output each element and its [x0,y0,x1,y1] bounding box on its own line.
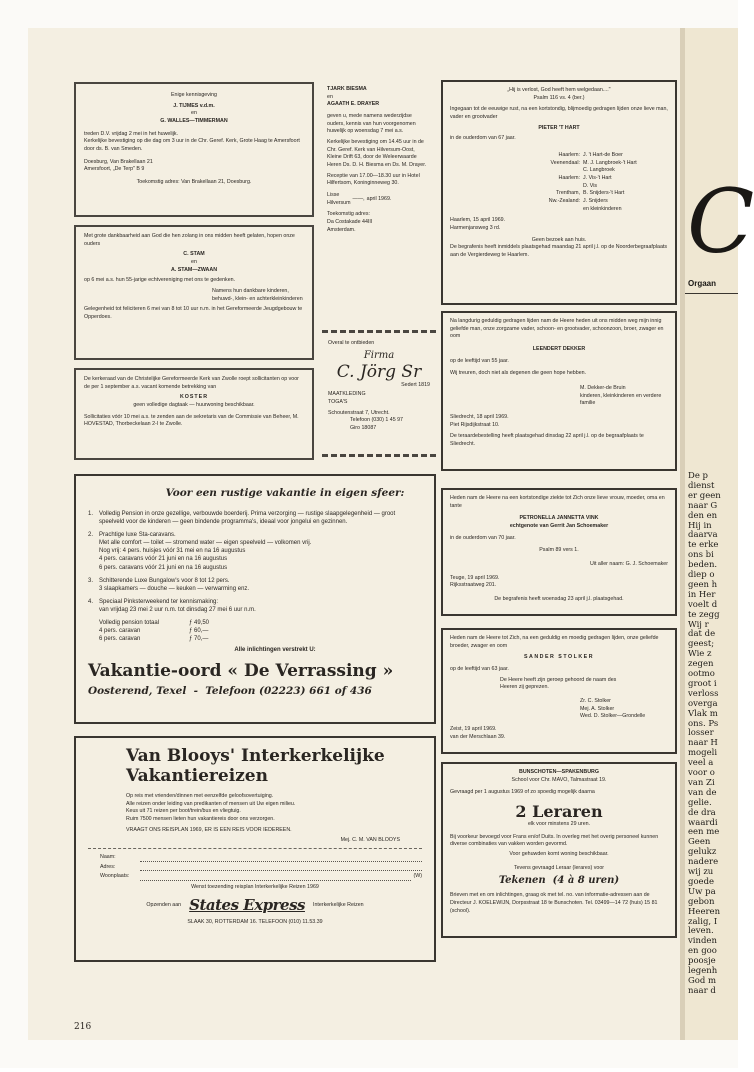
place-1: Lisse [327,192,340,199]
states-express-logo: States Express [189,895,305,914]
ad-title-2: Vakantiereizen [126,766,268,786]
form-blank-line[interactable] [140,864,422,871]
column-text-line: gebon [688,896,715,907]
column-text-line: van Zi [688,777,715,788]
relative-names: J. 't Hart-de Boer [583,152,623,159]
notice-heading: Enige kennisgeving [171,92,217,98]
column-text-line: vinden [688,936,717,947]
place-2: Hilversum [327,199,351,206]
price-label: Volledig pension totaal [99,620,160,627]
column-text-line: wij zu [688,867,714,877]
place-date: Haarlem, 15 april 1969. [450,217,506,224]
price-value: ƒ 70,— [189,636,209,643]
form-row [100,873,422,881]
form-label: Adres: [100,863,116,870]
future-label: Toekomstig adres: [327,211,370,218]
column-text-line: gelukz [688,847,717,858]
feature-text: Schitterende Luxe Bungalow's voor 8 tot 12 pers. 3 slaapkamers — douche — keuken — verwarming enz. [99,577,250,592]
relative-row [520,190,668,198]
address-line-2: Amersfoort, „De Terp" B 9 [84,166,145,173]
psalm-reference: Psalm 89 vers 1. [539,547,579,554]
page-number: 216 [74,1022,92,1032]
feature-item [88,598,422,614]
column-text-line: legenh [688,966,718,976]
right-column-text [685,472,738,1072]
notice-intro: Ingegaan tot de eeuwige rust, na een kortstondig, blijmoedig gedragen lijden onze lieve man, vader en grootvader [450,106,668,121]
death-notice-t-hart [441,80,677,305]
deceased-age: op de leeftijd van 63 jaar. [450,666,509,673]
firma-jorg-ad [322,330,436,458]
address: Piet Rijsdijkstraat 10. [450,421,500,428]
column-text-line: zegen [688,659,714,670]
signatory: Uit aller naam: G. J. Schoemaker [589,561,668,568]
column-text-line: Wie z [688,649,712,660]
price-row [99,619,422,627]
feature-item [88,531,422,571]
product-line-1: MAATKLEDING [328,391,366,398]
drawing-teacher: Tekenen (4 à 8 uren) [498,875,620,887]
headline-letter: C [687,170,754,273]
giro: Giro 18087 [350,425,377,432]
column-text-line: nadere [688,857,719,868]
deceased-age: in de ouderdom van 70 jaar. [450,534,516,541]
relative-place: Trentham, [556,190,580,197]
deceased-age: in de ouderdom van 67 jaar. [450,135,516,142]
address: Schoutenstraat 7, Utrecht. [328,409,390,416]
relative-row [520,206,668,214]
notice-body-3: Receptie van 17.00—18.30 uur in Hotel Hilfertsom, Koninginneweg 30. [327,172,420,187]
death-notice-stolker [441,628,677,754]
column-text-line: te zegg [688,609,720,620]
column-text-line: voor o [688,768,715,778]
relative-row [520,198,668,206]
form-w-label: (W) [413,873,422,880]
column-text-line: goede [688,876,715,887]
address-line-1: Doesburg, Van Brakellaan 21 [84,158,153,165]
conjunction: en [191,259,197,266]
death-notice-dekker [441,311,677,471]
spouse-line: echtgenote van Gerrit Jan Schoemaker [509,523,609,530]
notice-date: april 1969. [366,195,392,202]
column-text-line: verloss [688,688,719,699]
firma-label: Firma [363,349,395,361]
column-text-line: ons bi [688,550,714,561]
relative-row [520,152,668,160]
conjunction: en [327,93,333,100]
on-behalf: Namens hun dankbare kinderen, behuwd-, klein- en achterkleinkinderen [212,288,303,302]
housing-note: Voor gehuwden komt woning beschikbaar. [509,851,609,858]
price-value: ƒ 60,— [189,628,209,635]
column-text-line: van de [688,787,717,798]
column-text-line: God m [688,975,717,986]
form-row [100,854,422,862]
column-text-line: Vlak m [688,708,718,719]
column-text-line: dienst [688,480,715,491]
vacancy-title: KOSTER [179,394,209,401]
relative-names: D. Vis [583,182,598,189]
column-text-line: losser [688,728,714,739]
column-text-line: zalig, I [688,916,718,927]
brand-name: C. Jörg Sr [336,361,422,382]
column-text-line: geest; [688,639,715,650]
form-label: Woonplaats: [100,873,130,880]
form-label: Naam: [100,854,116,861]
column-text-line: Uw pa [688,886,716,897]
groom-name: TJARK BIESMA [327,86,367,92]
deceased-name: PETRONELLA JANNETTA VINK [519,515,599,522]
notice-intro: Met grote dankbaarheid aan God die hen zolang in ons midden heeft gelaten, hopen onze ouders [84,233,295,247]
column-text-line: dat de [688,629,716,640]
column-text-line: er geen [688,490,721,501]
column-text-line: voelt d [688,599,718,610]
letters-info: Brieven met en om inlichtingen, graag ok met tel. no. van informatie-adressen aan de Directeur J. KOELEWIJN, Dorpsstraat 18 te Bunschoten. Tel. 03499—14 72 (huis) 15 81 (school). [450,892,658,914]
price-row [99,635,422,643]
column-text-line: den en [688,510,718,521]
signatory-3: Wed. D. Stolker—Grondelle [580,713,646,720]
send-to-label: Opzenden aan [146,901,182,908]
address: van der Merschlaan 39. [450,733,506,740]
qualification-text: Bij voorkeur bevoegd voor Frans en/of Duits. In overleg met het overig personeel kunnen diverse combinaties van vakken worden gevormd. [450,833,659,848]
van-blooys-ad [74,736,436,962]
order-form [100,854,422,881]
vacancy-koster [74,368,314,460]
column-text-line: poosje [688,956,716,967]
column-text-line: Heeren [688,906,721,917]
column-text-line: geen h [688,579,718,590]
resort-name: Vakantie-oord « De Verrassing » [88,661,394,682]
vakantie-oord-ad [74,474,436,724]
ask-line: VRAAGT ONS REISPLAN 1969, ER IS EEN REIS VOOR IEDEREEN. [126,826,292,833]
wedding-notice-biesma: TJARK BIESMA en AGAATH E. DRAYER geven u, mede namens wederzijdse ouders, kennis van hun voorgenomen huwelijk op woensdag 7 mei a.s. Kerkelijke bevestiging om 14.45 uur in de Chr. Geref. Kerk van Hilversum-Oost, Kleine Drift 63, door de Weleerwaarde Heren Ds. D. H. Biesma en Ds. M. Drayer. Receptie van 17.00—18.30 uur in Hotel Hilfertsom, Koninginneweg 30. Lisse Hilversum ——, april 1969. Toekomstig adres: Da Costakade 44III Amsterdam. [322,82,434,318]
relative-row [520,175,668,183]
headline-teachers: 2 Leraren [515,802,603,822]
address: Rijksstraatweg 201. [450,582,497,589]
vacancy-intro: De kerkeraad van de Christelijke Gereformeerde Kerk van Zwolle roept sollicitanten op voor de per 1 september a.s. vacant komende betrekking van [84,376,299,390]
intro-line: Alle reizen onder leiding van predikanten of mensen uit Uw eigen milieu. [126,800,296,807]
bride-name: AGAATH E. DRAYER [327,101,380,108]
column-text-line: mogeli [688,748,718,759]
relative-row [520,183,668,191]
right-page-fragment [685,28,754,1040]
deceased-age: op de leeftijd van 55 jaar. [450,357,509,364]
feature-item [88,577,422,593]
relative-place: Haarlem: [558,175,580,182]
feature-text: Prachtige luxe Sta-caravans. Met alle comfort — toilet — stromend water — eigen speelveld — volkomen vrij. Nog vrij: 4 pers. huisjes vóór 31 mei en na 16 augustus 4 pers. caravans vóór 21 juni en na 16 augustus 6 pers. caravans vóór 21 juni en na 16 augustus [99,532,312,571]
bride-name: G. WALLES—TIMMERMAN [160,118,228,125]
intro-line: Keus uit 71 reizen per boot/trein/bus en vliegtuig. [126,808,241,815]
features-list [88,510,422,614]
place-date: Teuge, 19 april 1969. [450,574,500,581]
burial-note: De teraardebestelling heeft plaatsgehad dinsdag 22 april j.l. op de begraafplaats te Sliedrecht. [450,433,644,448]
future-city: Amsterdam. [327,226,356,233]
column-text-line: beden. [688,560,718,571]
relatives-list [520,152,668,213]
column-text-line: Wij r [688,619,709,630]
burial-note: De begrafenis heeft inmiddels plaatsgehad maandag 21 april j.l. op de Noorderbegraafplaats aan de Vergierdeweg te Haarlem. [450,244,668,259]
column-text-line: in Her [688,589,716,600]
signatory-family: kinderen, kleinkinderen en verdere familie [580,392,662,407]
anniversary-notice-stam [74,225,314,360]
telephone: Telefoon (030) 1 45 97 [350,417,404,424]
ad-title-1: Van Blooys' Interkerkelijke [126,746,385,766]
price-row [99,627,422,635]
column-text-line: naar G [688,500,718,511]
column-text-line: leven. [688,926,714,937]
relative-names: B. Snijders-'t Hart [583,190,625,197]
grief-line: Wij treuren, doch niet als degenen die geen hope hebben. [450,370,587,377]
relative-place [520,167,583,175]
column-text-line: ons. Ps [688,718,719,729]
relative-place: Veenendaal: [550,159,580,166]
notice-body: treden D.V. vrijdag 2 mei in het huwelijk. Kerkelijke bevestiging op die dag om 3 uur in de Chr. Geref. Kerk, Grote Haag te Amersfoort door ds. B. van Smeden. [84,130,300,153]
column-text-line: waardi [688,817,718,828]
organ-label: Orgaan [688,279,717,288]
relative-place [520,183,583,191]
column-text-line: Hij in [688,520,712,531]
column-text-line: gelie. [688,797,712,808]
notice-intro: Heden nam de Heere tot Zich, na een geduldig en moedig gedragen lijden, onze geliefde broeder, zwager en oom [450,635,659,649]
column-text-line: Geen [688,837,711,848]
wedding-notice-tijmes [74,82,314,217]
form-blank-line[interactable] [140,855,422,862]
feature-text: Volledig Pension in onze gezellige, verbouwde boerderij. Prima verzorging — rustige slaapgelegenheid — groot speelveld voor de kinderen — geen bindende programma's, ideaal voor jongelui en gezinnen. [99,511,396,526]
column-text-line: diep o [688,570,715,580]
price-label: 4 pers. caravan [99,628,141,635]
death-notice-vink [441,488,677,616]
relative-place [520,206,583,214]
info-line: Alle inlichtingen verstrekt U: [234,647,316,654]
wife-name: A. STAM—ZWAAN [170,266,218,273]
scripture-quote: De Heere heeft zijn geroep gehoord de naam des Heeren zij geprezen. [500,676,617,691]
notice-body-2: Kerkelijke bevestiging om 14.45 uur in de Chr. Geref. Kerk van Hilversum-Oost, Kleine Drift 63, door de Weleerwaarde Heren Ds. D. H. Biesma en Ds. M. Drayer. [327,139,427,169]
column-text-line: een me [688,827,720,838]
relative-names: C. Langbroek [583,167,615,174]
future-address: Da Costakade 44III [327,219,373,226]
intro-lines [126,793,422,824]
deceased-name: PIETER 'T HART [538,124,580,131]
resort-contact: Oosterend, Texel - Telefoon (02223) 661 of 436 [88,685,372,698]
place-date: Sliedrecht, 18 april 1969. [450,414,509,421]
right-rule [685,293,738,294]
feature-text: Speciaal Pinksterweekend ter kennismaking: van vrijdag 23 mei 2 uur n.m. tot dinsdag 27 mei 6 uur n.m. [99,598,256,613]
also-wanted: Tevens gevraagd Leraar (lerares) voor [513,864,605,871]
signatory-2: Mej. A. Stolker [580,705,615,712]
column-text-line: veel a [688,758,714,769]
column-text-line: De p [688,471,708,481]
feature-item [88,510,422,526]
column-text-line: overga [688,698,718,709]
address: Harmenjansweg 3 rd. [450,225,501,232]
send-to-company: Interkerkelijke Reizen [312,901,364,908]
location-heading: BUNSCHOTEN—SPAKENBURG [519,769,599,775]
scripture-quote: „Hij is verlost, God heeft hem welgedaan...." [507,87,611,93]
feature-number: 4. [88,598,94,605]
intro-line: Ruim 7500 mensen lieten hun vakantiereis door ons verzorgen. [126,816,275,823]
want-line: Wenst toezending reisplan Interkerkelijke Reizen 1969 [191,884,319,891]
hours-line: elk voor minstens 29 uren. [527,821,591,828]
groom-name: J. TIJMES v.d.m. [173,102,215,109]
relative-names: en kleinkinderen [583,205,622,212]
feature-number: 2. [88,532,94,539]
feature-number: 1. [88,511,94,517]
column-text-line: ootmo [688,669,715,679]
column-text-line: groot i [688,678,717,689]
place-date: Zeist, 19 april 1969. [450,726,497,733]
signatory-1: Zr. C. Stolker [580,698,611,705]
signatory: M. Dekker-de Bruin [580,385,626,392]
relative-place: Haarlem: [558,152,580,159]
relative-names: M. J. Langbroek-'t Hart [583,159,637,166]
price-value: ƒ 49,50 [189,620,210,627]
ask-line: Gevraagd per 1 augustus 1969 of zo spoedig mogelijk daarna [450,789,595,796]
signature: Mej. C. M. VAN BLOOYS [340,837,400,844]
deceased-name: LEENDERT DEKKER [532,346,586,353]
column-text-line: en goo [688,946,717,957]
conjunction: en [191,110,197,117]
psalm-reference: Psalm 116 vs. 4 (ber.) [533,94,585,101]
notice-intro: Na langdurig geduldig gedragen lijden nam de Heere heden uit ons midden weg mijn innig geliefde man, onze zorgzame vader, schoon- en grootvader, schoonzoon, broer, zwager en oom [450,318,664,340]
column-text-line: de dra [688,807,716,818]
column-text-line: naar d [688,985,716,996]
burial-note: De begrafenis heeft woensdag 23 april j.l. plaatsgehad. [494,596,624,603]
relative-row [520,160,668,168]
column-text-line: te erke [688,540,719,551]
reception-info: Gelegenheid tot feliciteren 6 mei van 8 tot 10 uur n.m. in het Gereformeerde Jeugdgebouw te Opperdoes. [84,306,303,321]
intro-line: Op reis met vrienden/dinnen met eenzelfde geloofsovertuiging. [126,793,274,799]
vacancy-body: Sollicitaties vóór 10 mei a.s. te zenden aan de sekretaris van de Commissie van Beheer, M. HOVESTAD, Thorbeckelaan 2-I te Zwolle. [84,413,299,428]
husband-name: C. STAM [183,251,205,258]
anniversary-text: op 6 mei a.s. hun 55-jarige echtvereniging met ons te gedenken. [84,277,236,284]
relative-names: J. Vis-'t Hart [583,175,612,182]
overal-text: Overal te ontbieden [328,340,375,346]
deceased-name: SANDER STOLKER [523,654,595,661]
vacancy-leraren [441,762,677,938]
notice-intro: Heden nam de Heere na een kortstondige ziekte tot Zich onze lieve vrouw, moeder, oma en tante [450,495,665,509]
relative-place: Nw.-Zealand: [548,198,580,205]
relative-row [520,167,668,175]
ad-title: Voor een rustige vakantie in eigen sfeer: [165,487,405,499]
future-address: Toekomstig adres: Van Brakellaan 21, Doesburg. [136,179,252,186]
since-label: Sedert 1819 [401,381,430,388]
vacancy-sub: geen volledige dagtaak — huurwoning beschikbaar. [133,402,255,409]
no-visit-note: Geen bezoek aan huis. [531,236,587,243]
school-name: School voor Chr. MAVO, Talmastraat 19. [511,776,607,783]
price-list [99,619,422,643]
notice-body-1: geven u, mede namens wederzijdse ouders, kennis van hun voorgenomen huwelijk op woensdag 7 mei a.s. [327,113,416,135]
company-address: SLAAK 30, ROTTERDAM 16. TELEFOON (010) 11.53.39 [187,919,323,926]
feature-number: 3. [88,577,94,584]
relative-names: J. Snijders [583,198,608,205]
column-text-line: daarva [688,530,718,541]
column-text-line: naar H [688,738,718,749]
form-row [100,864,422,872]
form-blank-line[interactable] [140,874,411,881]
price-label: 6 pers. caravan [99,636,141,643]
product-line-2: TOGA'S [328,399,348,406]
